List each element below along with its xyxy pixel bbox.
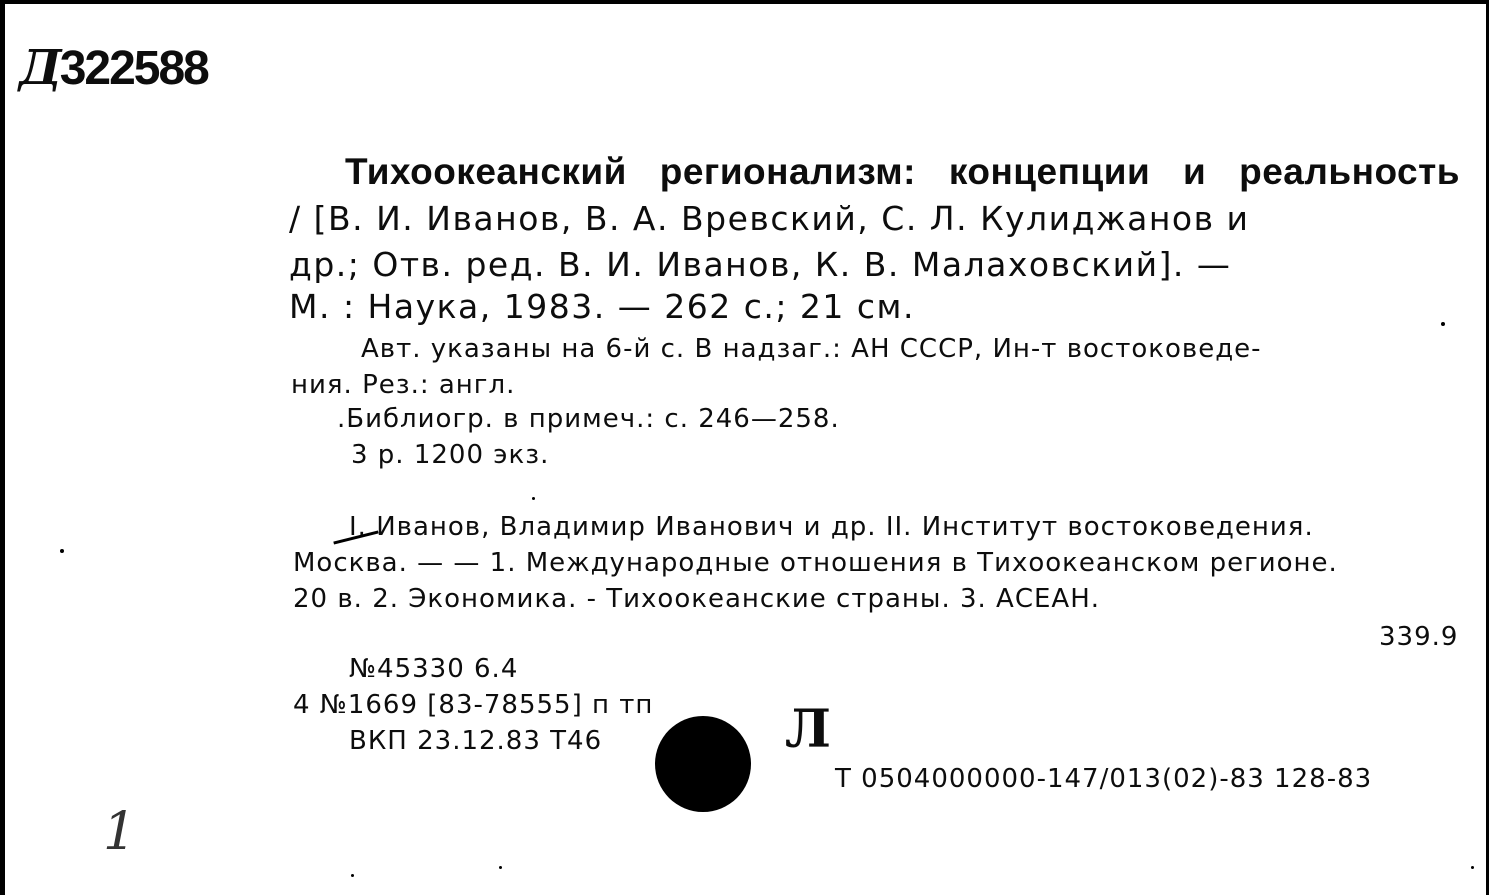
inventory-number: [19, 40, 208, 96]
print-line: 4 №1669 [83-78555] п тп: [293, 690, 654, 720]
handwritten-mark: 1: [103, 802, 137, 862]
ink-blot: [655, 716, 751, 812]
speck: [532, 497, 535, 500]
speck: [1441, 322, 1445, 326]
bib-line-1: / [В. И. Иванов, В. А. Вревский, С. Л. Кулиджанов и: [289, 199, 1250, 238]
note-line-4: 3 р. 1200 экз.: [351, 440, 550, 470]
note-line-2: ния. Рез.: англ.: [291, 370, 516, 400]
speck: [60, 549, 64, 553]
stamp-letter: Л: [785, 699, 831, 760]
inventory-prefix: Д: [19, 40, 60, 96]
tracing-line-2: Москва. — — 1. Международные отношения в Тихоокеанском регионе.: [293, 548, 1338, 578]
tracing-line-1: I. Иванов, Владимир Иванович и др. II. Институт востоковедения.: [349, 512, 1314, 542]
inventory-digits: 322588: [59, 42, 208, 95]
book-title: Тихоокеанский регионализм: концепции и реальность: [345, 151, 1460, 192]
note-line-1: Авт. указаны на 6-й с. В надзаг.: АН СССР, Ин-т востоковеде-: [361, 334, 1262, 364]
class-number: 339.9: [1379, 622, 1459, 652]
vkp-line: ВКП 23.12.83 Т46: [349, 726, 603, 756]
note-line-3: .Библиогр. в примеч.: с. 246—258.: [337, 404, 840, 434]
speck: [499, 866, 502, 869]
order-number: №45330 6.4: [349, 654, 519, 684]
code-line: Т 0504000000-147/013(02)-83 128-83: [835, 764, 1373, 794]
bib-line-2: др.; Отв. ред. В. И. Иванов, К. В. Малаховский]. —: [289, 245, 1232, 284]
speck: [1471, 866, 1474, 869]
speck: [351, 874, 354, 877]
bib-line-3: М. : Наука, 1983. — 262 с.; 21 см.: [289, 287, 915, 326]
tracing-line-3: 20 в. 2. Экономика. - Тихоокеанские страны. 3. АСЕАН.: [293, 584, 1101, 614]
